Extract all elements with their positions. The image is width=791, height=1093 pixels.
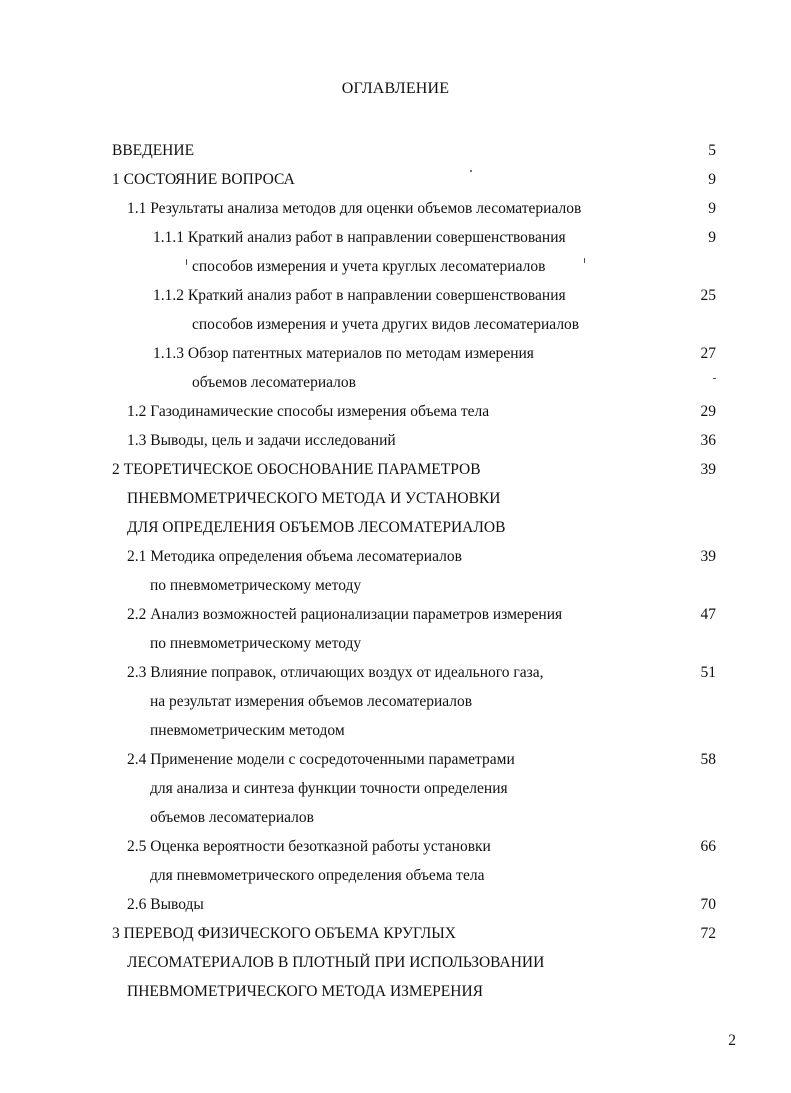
toc-page-number: 9 [708,200,716,217]
toc-entry-title: 2.3 Влияние поправок, отличающих воздух от идеального газа, [127,664,544,681]
toc-entry-title-continued: на результат измерения объемов лесоматериалов [150,693,473,710]
toc-page-number: 39 [700,548,716,565]
toc-entry-title: 1.1.1 Краткий анализ работ в направлении совершенствования [153,229,566,246]
toc-entry-title: 1 СОСТОЯНИЕ ВОПРОСА [112,171,295,188]
page-title: ОГЛАВЛЕНИЕ [341,80,450,97]
toc-entry-title-continued: ЛЕСОМАТЕРИАЛОВ В ПЛОТНЫЙ ПРИ ИСПОЛЬЗОВАНИИ [127,954,545,971]
toc-entry [0,223,791,281]
footer-page-number: 2 [728,1032,736,1049]
toc-entry-title: 1.3 Выводы, цель и задачи исследований [127,432,396,449]
toc-entry-title: 1.2 Газодинамические способы измерения объема тела [127,403,490,420]
toc-page-number: 5 [708,142,716,159]
scan-speck [186,259,187,265]
toc-entry-title-continued: по пневмометрическому методу [150,577,362,594]
toc-entry [0,165,791,194]
toc-entry-title: 2 ТЕОРЕТИЧЕСКОЕ ОБОСНОВАНИЕ ПАРАМЕТРОВ [112,461,481,478]
table-of-contents [0,136,791,1006]
toc-page-number: 27 [700,345,716,362]
toc-page-number: 58 [700,751,716,768]
toc-entry [0,455,791,542]
toc-entry [0,919,791,1006]
toc-entry [0,832,791,890]
toc-entry-title: 3 ПЕРЕВОД ФИЗИЧЕСКОГО ОБЪЕМА КРУГЛЫХ [112,925,456,942]
toc-entry-title: 1.1.3 Обзор патентных материалов по методам измерения [153,345,534,362]
toc-entry [0,890,791,919]
toc-page-number: 9 [708,171,716,188]
toc-entry-title: 1.1 Результаты анализа методов для оценки объемов лесоматериалов [127,200,582,217]
toc-entry [0,136,791,165]
toc-page-number: 29 [700,403,716,420]
toc-entry [0,339,791,397]
toc-page-number: 39 [700,461,716,478]
toc-entry-title: 2.4 Применение модели с сосредоточенными параметрами [127,751,515,768]
toc-entry-title-continued: ДЛЯ ОПРЕДЕЛЕНИЯ ОБЪЕМОВ ЛЕСОМАТЕРИАЛОВ [127,519,506,536]
toc-entry-title-continued: для анализа и синтеза функции точности определения [150,780,508,797]
toc-entry-title: 1.1.2 Краткий анализ работ в направлении совершенствования [153,287,566,304]
toc-entry [0,745,791,832]
scan-speck [470,170,472,172]
toc-entry-title-continued: объемов лесоматериалов [192,374,356,391]
toc-entry [0,542,791,600]
toc-entry [0,194,791,223]
toc-page-number: 36 [700,432,716,449]
toc-entry-title-continued: объемов лесоматериалов [150,809,314,826]
toc-entry-title-continued: способов измерения и учета других видов лесоматериалов [192,316,580,333]
toc-page-number: 70 [700,896,716,913]
toc-page-number: 51 [700,664,716,681]
toc-entry [0,600,791,658]
toc-entry [0,281,791,339]
toc-entry [0,397,791,426]
toc-page-number: 72 [700,925,716,942]
scan-speck [584,258,585,263]
toc-entry [0,426,791,455]
toc-page-number: 66 [700,838,716,855]
toc-entry-title: 2.1 Методика определения объема лесоматериалов [127,548,462,565]
toc-entry-title-continued: ПНЕВМОМЕТРИЧЕСКОГО МЕТОДА И УСТАНОВКИ [127,490,501,507]
toc-entry-title-continued: ПНЕВМОМЕТРИЧЕСКОГО МЕТОДА ИЗМЕРЕНИЯ [127,983,483,1000]
toc-entry-title-continued: пневмометрическим методом [150,722,345,739]
toc-entry-title: 2.5 Оценка вероятности безотказной работы установки [127,838,491,855]
toc-entry-title: 2.6 Выводы [127,896,204,913]
toc-entry-title: 2.2 Анализ возможностей рационализации параметров измерения [127,606,563,623]
toc-entry-title-continued: для пневмометрического определения объема тела [150,867,485,884]
toc-page-number: 25 [700,287,716,304]
toc-entry [0,658,791,745]
toc-entry-title-continued: способов измерения и учета круглых лесоматериалов [192,258,546,275]
toc-page-number: 9 [708,229,716,246]
toc-entry-title-continued: по пневмометрическому методу [150,635,362,652]
toc-page-number: 47 [700,606,716,623]
toc-entry-title: ВВЕДЕНИЕ [112,142,195,159]
scan-speck [713,378,716,379]
